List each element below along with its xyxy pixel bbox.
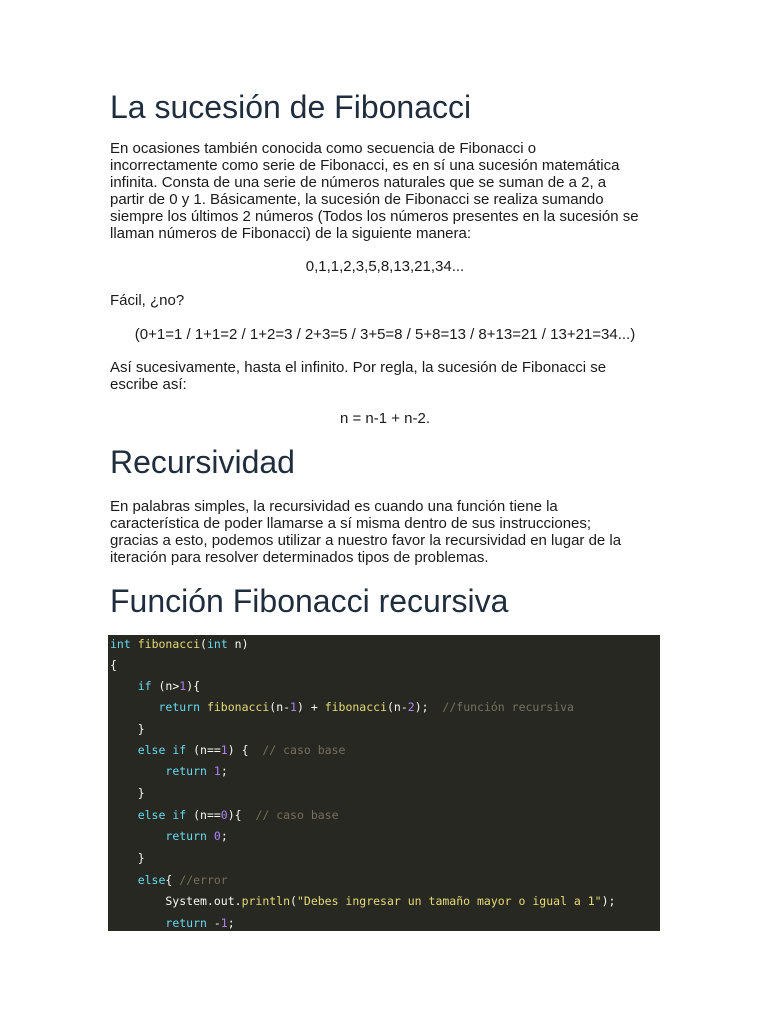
code-token-pl: ) { (227, 743, 263, 757)
code-token-pl: (n- (387, 700, 408, 714)
code-token-pl: ; (220, 829, 228, 843)
code-token-kw: else if (137, 743, 187, 757)
code-token-pl: (n== (186, 808, 221, 822)
code-token-pl (110, 700, 158, 714)
code-token-num: 1 (290, 700, 297, 714)
code-token-kw: if (137, 679, 152, 693)
recursion-line: En palabras simples, la recursividad es cuando una función tiene la (110, 498, 558, 515)
heading-fibonacci-sequence: La sucesión de Fibonacci (110, 89, 472, 125)
code-token-kw: return (158, 700, 201, 714)
code-line (110, 807, 339, 823)
code-token-kw: return (165, 916, 207, 930)
code-token-pl (200, 700, 207, 714)
code-token-pl: ) (186, 679, 194, 693)
code-token-pl: ) + (296, 700, 325, 714)
code-token-pl (207, 829, 214, 843)
code-token-pl (110, 808, 138, 822)
code-token-pl: ( (200, 637, 207, 651)
intro-line: llaman números de Fibonacci) de la siguiente manera: (110, 225, 472, 242)
rule-line: Así sucesivamente, hasta el infinito. Por regla, la sucesión de Fibonacci se (110, 359, 607, 376)
code-token-pl (110, 829, 165, 843)
code-token-pl: (n> (151, 679, 180, 693)
intro-line: infinita. Consta de una serie de números naturales que se suman de a 2, a (110, 174, 607, 191)
code-token-pl (207, 764, 214, 778)
rule-line: escribe así: (110, 376, 187, 393)
code-token-pl (110, 743, 138, 757)
code-block (108, 635, 660, 931)
code-token-pl: ); (414, 700, 443, 714)
code-line (110, 915, 235, 931)
code-token-num: 1 (220, 743, 228, 757)
code-line (110, 763, 228, 779)
code-token-kw: int (110, 637, 131, 651)
code-token-pl: } (110, 786, 145, 800)
fibonacci-sequence: 0,1,1,2,3,5,8,13,21,34... (305, 258, 465, 275)
code-token-pl (110, 679, 138, 693)
code-token-pl: { (193, 679, 201, 693)
code-token-num: 0 (213, 829, 221, 843)
code-token-num: 1 (220, 916, 228, 930)
code-token-pl: System.out. (110, 894, 242, 908)
code-token-pl (110, 764, 165, 778)
code-token-kw: return (165, 764, 207, 778)
intro-line: incorrectamente como serie de Fibonacci, es en sí una sucesión matemática (110, 157, 620, 174)
code-token-kw: return (165, 829, 207, 843)
code-token-pl: ); (601, 894, 616, 908)
easy-question: Fácil, ¿no? (110, 292, 185, 309)
code-token-pl: { (110, 658, 117, 672)
code-token-pl: ( (290, 894, 297, 908)
code-line (110, 657, 117, 673)
code-token-fnc: println (241, 894, 291, 908)
code-token-num: 1 (179, 679, 187, 693)
code-token-pl (110, 916, 165, 930)
recursion-line: gracias a esto, podemos utilizar a nuestro favor la recursividad en lugar de la (110, 532, 622, 549)
code-token-pl: (n- (269, 700, 291, 714)
code-token-pl: n) (227, 637, 249, 651)
intro-line: siempre los últimos 2 números (Todos los números presentes en la sucesión se (110, 208, 639, 225)
code-token-pl: ; (227, 916, 235, 930)
code-token-kw: else (137, 873, 166, 887)
code-token-fnc: fibonacci (324, 700, 387, 714)
code-line (110, 850, 145, 866)
code-token-pl (131, 637, 138, 651)
sums-line: (0+1=1 / 1+1=2 / 1+2=3 / 2+3=5 / 3+5=8 / 5+8=13 / 8+13=21 / 13+21=34...) (134, 326, 636, 343)
code-line (110, 872, 228, 888)
code-token-fn: fibonacci (137, 637, 201, 651)
code-token-pl: ){ (227, 808, 256, 822)
intro-line: partir de 0 y 1. Básicamente, la sucesión de Fibonacci se realiza sumando (110, 191, 604, 208)
code-token-cm: // caso base (255, 808, 339, 822)
code-line (110, 699, 574, 715)
code-token-kw: else if (137, 808, 187, 822)
formula: n = n-1 + n-2. (339, 410, 431, 427)
code-line (110, 893, 615, 909)
code-token-pl: - (206, 916, 221, 930)
code-token-pl (110, 873, 138, 887)
code-line (110, 678, 200, 694)
code-token-pl: { (165, 873, 180, 887)
code-token-cm: //error (179, 873, 228, 887)
code-token-fnc: fibonacci (206, 700, 270, 714)
code-token-str: "Debes ingresar un tamaño mayor o igual a 1" (296, 894, 602, 908)
recursion-line: iteración para resolver determinados tipos de problemas. (110, 549, 489, 566)
code-token-pl: ; (220, 764, 228, 778)
code-token-pl: (n== (186, 743, 221, 757)
intro-line: En ocasiones también conocida como secuencia de Fibonacci o (110, 140, 537, 157)
code-token-pl: } (110, 722, 145, 736)
code-line (110, 785, 145, 801)
code-line (110, 742, 345, 758)
heading-recursive-function: Función Fibonacci recursiva (110, 583, 509, 619)
code-token-cm: // caso base (262, 743, 346, 757)
code-token-num: 0 (220, 808, 228, 822)
code-line (110, 828, 228, 844)
code-token-kw: int (206, 637, 228, 651)
heading-recursion: Recursividad (110, 444, 295, 480)
code-token-cm: //función recursiva (442, 700, 574, 714)
code-line (110, 636, 249, 652)
code-token-pl: } (110, 851, 145, 865)
recursion-line: característica de poder llamarse a sí misma dentro de sus instrucciones; (110, 515, 592, 532)
code-token-num: 2 (407, 700, 415, 714)
code-line (110, 721, 145, 737)
code-token-num: 1 (213, 764, 221, 778)
